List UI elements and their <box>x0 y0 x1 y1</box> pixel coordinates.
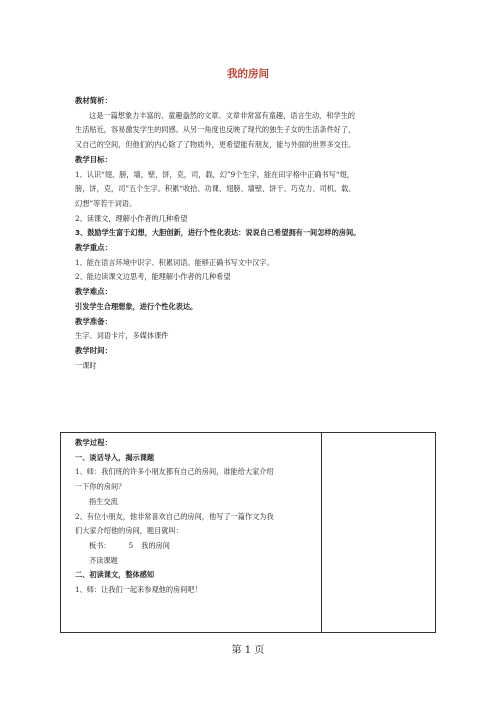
board-writing <box>75 539 315 554</box>
time-heading: 教学时间： <box>75 345 112 355</box>
intro-heading: 教材简析： <box>75 96 112 105</box>
board-number: 5 <box>128 540 134 550</box>
table-column-divider <box>321 433 322 632</box>
part-1-heading: 一、谈话导入，揭示课题 <box>75 452 155 462</box>
process-line: 指生交流 <box>89 496 118 506</box>
goal-1-line: 膀，饼，克，司”五个生字。积累“收拾、功课、翅膀、墙壁、饼干、巧克力、司机、载、 <box>75 184 356 194</box>
process-line: 们大家介绍他的房间，题目就叫： <box>75 526 183 536</box>
process-table <box>60 432 436 633</box>
goal-1-line: 1、认识“翅，膀，墙，壁，饼，克，司，载，幻”9个生字，能在田字格中正确书写“翅， <box>75 169 354 179</box>
difficulty-text: 引发学生合理想象，进行个性化表达。 <box>75 301 198 311</box>
process-table-cell <box>75 436 315 598</box>
lesson-plan-body <box>75 94 440 373</box>
process-line: 齐读课题 <box>89 555 118 565</box>
process-line: 一下你的房间？ <box>75 482 126 492</box>
intro-text-line: 又自己的空间，但他们的内心除了了物质外，更希望能有朋友，能与外面的世界多交往。 <box>75 140 356 150</box>
intro-text-line: 这是一篇想象力丰富的、童趣盎然的文章。文章非常富有童趣，语言生动，和学生的 <box>89 110 355 120</box>
board-title: 我的房间 <box>141 540 170 550</box>
process-line: 1、师：我们班的许多小朋友都有自己的房间，谁能给大家介绍 <box>75 467 274 477</box>
key-points-heading: 教学重点： <box>75 243 112 253</box>
goals-heading: 教学目标： <box>75 154 112 164</box>
part-2-heading: 二、初读课文，整体感知 <box>75 570 155 580</box>
document-title: 我的房间 <box>227 68 269 80</box>
key-point-2: 2、能边读课文边思考，能理解小作者的几种希望 <box>75 272 231 282</box>
goal-1-line: 幻想”等若干词语。 <box>75 198 137 208</box>
process-heading: 教学过程： <box>75 438 112 447</box>
time-text: 一课时 <box>75 360 97 370</box>
intro-text-line: 生活贴近，容易激发学生的同感。从另一角度也反映了现代的独生子女的生活条件好了， <box>75 125 356 135</box>
page-number: 第 1 页 <box>231 645 265 656</box>
goal-3: 3、鼓励学生富于幻想，大胆创新，进行个性化表达：说说自己希望拥有一间怎样的房间。 <box>75 228 361 238</box>
key-point-1: 1、能在语言环境中识字、积累词语。能够正确书写文中汉字。 <box>75 257 274 267</box>
preparation-text: 生字、词语卡片，多媒体课件 <box>75 331 169 341</box>
board-label: 板书： <box>89 540 111 550</box>
preparation-heading: 教学准备： <box>75 316 112 326</box>
process-line: 1、师：让我们一起来参观他的房间吧！ <box>75 585 202 595</box>
process-line: 2、有位小朋友，他非常喜欢自己的房间，他写了一篇作文为我 <box>75 511 274 521</box>
difficulty-heading: 教学难点： <box>75 287 112 297</box>
goal-2: 2、读课文，理解小作者的几种希望 <box>75 213 188 223</box>
